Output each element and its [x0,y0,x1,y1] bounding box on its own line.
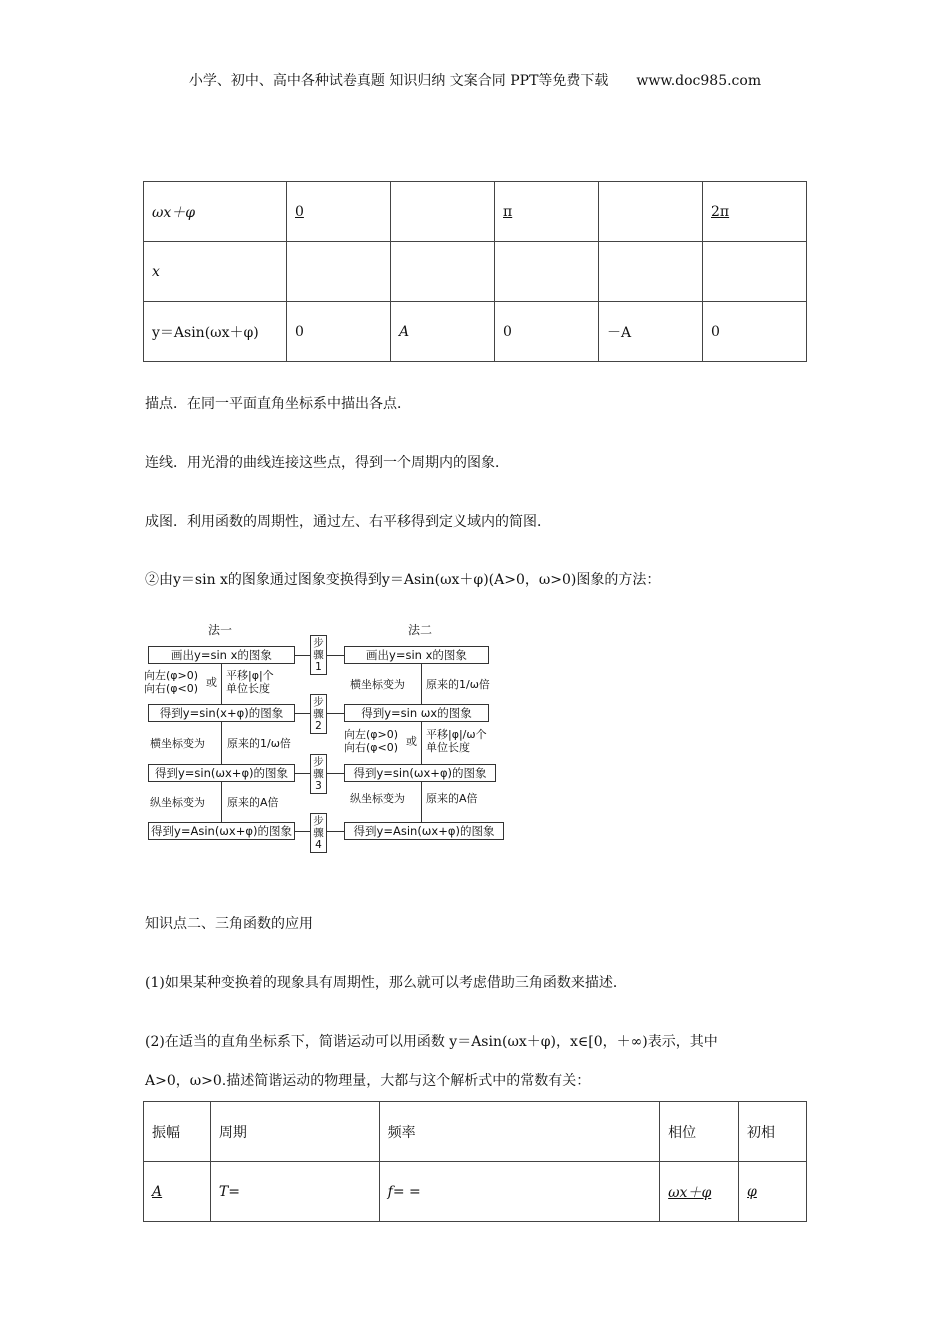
table-row [144,302,807,362]
arrow-line [294,773,310,774]
table-cell: 0 [495,302,599,362]
table-cell: 0 [287,302,391,362]
table-cell: A [391,302,495,362]
shift-direction-right: 向左(φ>0) 向右(φ<0) [344,728,399,754]
table-cell [703,242,807,302]
paragraph: ②由y＝sin x的图象通过图象变换得到y＝Asin(ωx＋φ)(A>0，ω>0)图象的方法： [145,572,661,588]
arrow-line [221,782,222,822]
arrow-line [327,831,344,832]
horizontal-scale-value: 原来的1/ω倍 [227,737,291,750]
table-row [144,182,807,242]
paragraph: 描点．在同一平面直角坐标系中描出各点． [145,396,411,412]
table-cell: 2π [703,182,807,242]
arrow-line [294,831,310,832]
arrow-line [221,722,222,764]
table-cell: T= [210,1162,379,1222]
table-cell: ωx＋φ [660,1162,739,1222]
arrow-line [294,655,310,656]
paragraph: A>0，ω>0.描述简谐运动的物理量，大都与这个解析式中的常数有关： [145,1073,591,1089]
arrow-line [421,782,422,822]
table-header-row [144,1102,807,1162]
table-cell [495,242,599,302]
vertical-scale-label-right: 纵坐标变为 [350,792,405,805]
arrow-line [327,773,344,774]
arrow-line [294,713,310,714]
step-3: 步骤3 [310,754,327,794]
step-4: 步骤4 [310,813,327,853]
table-cell: ωx＋φ [144,182,287,242]
table-cell: x [144,242,287,302]
table-cell [391,242,495,302]
table-cell: 0 [287,182,391,242]
shift-amount-left: 平移|φ|个 单位长度 [226,669,274,695]
paragraph: 连线．用光滑的曲线连接这些点，得到一个周期内的图象． [145,455,509,471]
header-cell: 周期 [210,1102,379,1162]
or-label-right: 或 [406,735,417,748]
horizontal-scale-value-right: 原来的1/ω倍 [426,678,490,691]
table-cell: π [495,182,599,242]
shift-amount-right: 平移|φ|/ω个 单位长度 [426,728,487,754]
left-box-1: 画出y=sin x的图象 [148,646,295,664]
method-two-title: 法二 [408,623,433,637]
table-row [144,242,807,302]
harmonic-motion-table [143,1101,807,1222]
horizontal-scale-label-right: 横坐标变为 [350,678,405,691]
left-box-4: 得到y=Asin(ωx+φ)的图象 [148,822,295,840]
step-1: 步骤1 [310,635,327,675]
paragraph: (1)如果某种变换着的现象具有周期性，那么就可以考虑借助三角函数来描述． [145,975,627,991]
step-2: 步骤2 [310,694,327,734]
header-cell: 频率 [379,1102,659,1162]
table-cell [391,182,495,242]
table-row [144,1162,807,1222]
horizontal-scale-label: 横坐标变为 [150,737,205,750]
right-box-1: 画出y=sin x的图象 [344,646,489,664]
or-label: 或 [206,676,217,689]
table-cell: －A [599,302,703,362]
section-heading: 知识点二、三角函数的应用 [145,916,313,932]
header-cell: 相位 [660,1102,739,1162]
table-cell: f= = [379,1162,659,1222]
header-cell: 初相 [739,1102,807,1162]
right-box-3: 得到y=sin(ωx+φ)的图象 [344,764,496,782]
table-cell [287,242,391,302]
left-box-3: 得到y=sin(ωx+φ)的图象 [148,764,295,782]
arrow-line [327,655,344,656]
header-cell: 振幅 [144,1102,211,1162]
arrow-line [221,664,222,704]
method-one-title: 法一 [208,623,233,637]
table-cell [599,182,703,242]
table-cell: φ [739,1162,807,1222]
right-box-4: 得到y=Asin(ωx+φ)的图象 [344,822,504,840]
right-box-2: 得到y=sin ωx的图象 [344,704,489,722]
table-cell: 0 [703,302,807,362]
table-cell: A [144,1162,211,1222]
arrow-line [421,664,422,704]
arrow-line [421,722,422,764]
paragraph: 成图．利用函数的周期性，通过左、右平移得到定义域内的简图． [145,514,551,530]
shift-direction-left: 向左(φ>0) 向右(φ<0) [144,669,199,695]
arrow-line [327,713,344,714]
vertical-scale-value-right: 原来的A倍 [426,792,478,805]
page-header: 小学、初中、高中各种试卷真题 知识归纳 文案合同 PPT等免费下载 www.doc985.com [188,73,762,89]
vertical-scale-value: 原来的A倍 [227,796,279,809]
table-cell: y＝Asin(ωx＋φ) [144,302,287,362]
table-cell [599,242,703,302]
vertical-scale-label: 纵坐标变为 [150,796,205,809]
paragraph: (2)在适当的直角坐标系下，简谐运动可以用函数 y＝Asin(ωx＋φ)，x∈[0，＋∞)表示，其中 [145,1034,718,1050]
five-point-table [143,181,807,362]
left-box-2: 得到y=sin(x+φ)的图象 [148,704,295,722]
